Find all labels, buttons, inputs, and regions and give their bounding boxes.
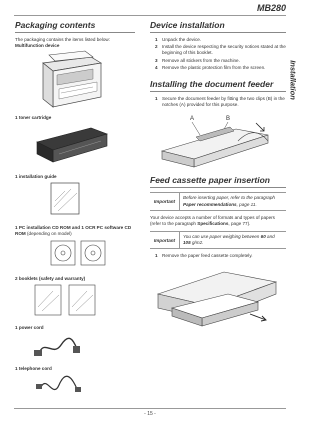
device-installation-heading: Device installation — [150, 20, 286, 33]
toner-cartridge-illustration — [33, 122, 111, 168]
item-label: 1 telephone cord — [15, 366, 52, 371]
feed-cassette-illustration — [154, 264, 280, 330]
right-column — [150, 20, 286, 330]
important-note-2 — [150, 231, 286, 249]
page-header — [0, 0, 300, 22]
note2-bold-1: 60 — [260, 234, 266, 240]
step-text: Remove the plastic protection film from the screen. — [162, 64, 266, 70]
feed-cassette-steps — [155, 253, 286, 259]
callout-a: A — [190, 116, 195, 123]
step-item: 1 Unpack the device. — [155, 37, 202, 42]
cd-rom-label: 1 PC installation CD ROM and 1 OCR PC software CD ROM — [15, 225, 132, 237]
page-number: - 15 - — [144, 411, 156, 417]
telephone-cord-illustration — [35, 373, 85, 401]
item-label: 1 toner cartridge — [15, 115, 52, 120]
note-text-pre: Before inserting paper, refer to the paragraph — [183, 195, 275, 201]
feed-cassette-heading: Feed cassette paper insertion — [150, 175, 286, 188]
packaging-intro: The packaging contains the items listed below: — [15, 37, 110, 42]
item-label — [15, 225, 135, 237]
step-item: 3 Remove all stickers from the machine. — [155, 57, 240, 63]
item-label: Multifunction device — [15, 43, 60, 48]
side-tab-label: Installation — [288, 60, 298, 100]
feed-cassette-body — [150, 215, 286, 227]
item-label: 1 power cord — [15, 325, 44, 330]
note-label: Important — [150, 232, 180, 248]
page-footer — [0, 408, 300, 425]
item-label: 2 booklets (safety and warranty) — [15, 276, 86, 281]
note2-pre: You can use paper weighing between — [183, 234, 261, 240]
step-text: Remove the paper feed cassette completely. — [162, 253, 253, 259]
note-text-post: , page 11. — [236, 201, 257, 207]
cd-rom-note: (depending on model) — [27, 231, 72, 237]
step-text: Secure the document feeder by fitting the two clips (B) in the notches (A) provided for this purpose. — [162, 95, 285, 108]
note-text-bold: Paper recommendations — [183, 201, 237, 207]
device-installation-steps — [155, 37, 286, 71]
step-text: Unpack the device. — [162, 37, 202, 42]
note-label: Important — [150, 193, 180, 209]
step-text: Install the device respecting the security notices stated at the beginning of this booklet. — [162, 44, 286, 56]
note2-bold-2: 105 — [183, 240, 191, 246]
cd-rom-illustration — [49, 239, 109, 269]
note2-mid: and — [265, 234, 275, 240]
device-illustration — [35, 49, 105, 111]
header-rule — [14, 15, 286, 16]
step-item: 1 Remove the paper feed cassette completely. — [155, 253, 253, 259]
step-item: 2 Install the device respecting the security notices stated at the beginning of this booklet. — [155, 44, 286, 56]
booklets-illustration — [33, 283, 103, 317]
footer-rule — [14, 408, 286, 409]
note-text — [180, 232, 286, 248]
document-feeder-illustration — [156, 111, 276, 169]
side-tab — [287, 60, 299, 100]
step-text: Remove all stickers from the machine. — [162, 57, 240, 63]
item-label: 1 installation guide — [15, 174, 57, 179]
packaging-section — [15, 20, 135, 400]
model-name: MB280 — [256, 3, 286, 13]
document-feeder-steps — [155, 96, 286, 108]
body-pre: Your device accepts a number of formats and types of papers (refer to the paragraph — [150, 214, 275, 226]
step-item: 1 Secure the document feeder by fitting the two clips (B) in the notches (A) provided for this purpose. — [155, 95, 285, 108]
installation-guide-illustration — [49, 181, 83, 217]
step-item: 4 Remove the plastic protection film from the screen. — [155, 64, 266, 70]
important-note-1 — [150, 192, 286, 210]
callout-b: B — [226, 116, 231, 123]
power-cord-illustration — [33, 333, 83, 361]
body-post: , page 77). — [228, 220, 251, 226]
packaging-heading: Packaging contents — [15, 20, 135, 33]
body-bold: Specifications — [197, 220, 229, 226]
document-feeder-heading: Installing the document feeder — [150, 79, 286, 92]
note-text — [180, 193, 286, 209]
note2-post: g/m2. — [190, 240, 204, 246]
